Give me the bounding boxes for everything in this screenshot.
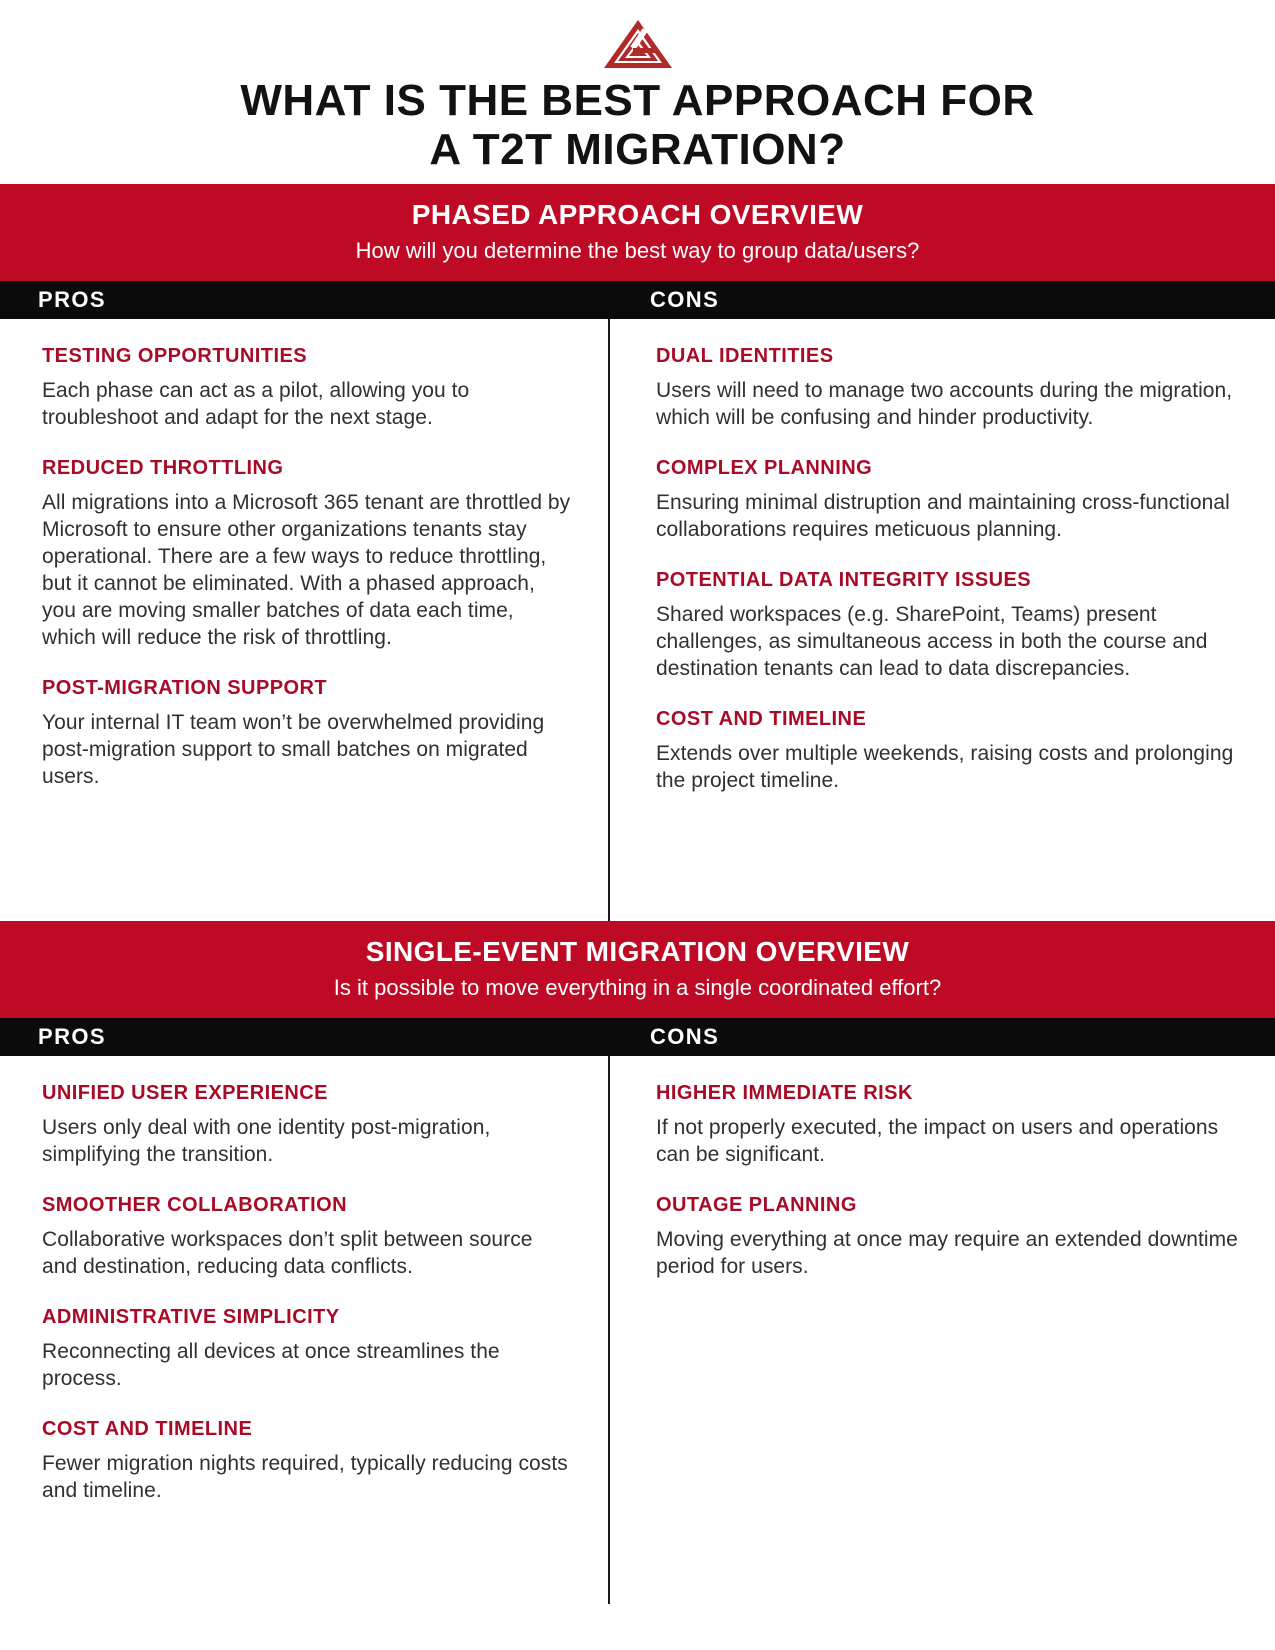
entry-title: POTENTIAL DATA INTEGRITY ISSUES xyxy=(656,568,1032,591)
cons-column xyxy=(608,319,1275,921)
section-banner-subtitle: Is it possible to move everything in a single coordinated effort? xyxy=(333,975,942,1001)
logo xyxy=(0,14,1275,74)
entry-title: COST AND TIMELINE xyxy=(42,1418,253,1441)
section-banner-title: SINGLE-EVENT MIGRATION OVERVIEW xyxy=(365,935,910,967)
entry-title: TESTING OPPORTUNITIES xyxy=(42,344,308,367)
section-banner-title: PHASED APPROACH OVERVIEW xyxy=(411,198,864,230)
entry-body: Users only deal with one identity post-migration, simplifying the transition. xyxy=(42,1115,491,1166)
entry-body: Shared workspaces (e.g. SharePoint, Teams) present challenges, as simultaneous access in both the course and destination tenants can lead to data discrepancies. xyxy=(656,602,1208,681)
cons-entry xyxy=(656,345,1247,431)
pros-column xyxy=(0,1056,608,1604)
pros-entry xyxy=(42,677,572,790)
entry-title: COMPLEX PLANNING xyxy=(656,456,873,479)
section-columns xyxy=(0,319,1275,921)
section-columns xyxy=(0,1056,1275,1604)
pros-entry xyxy=(42,1194,572,1280)
column-header-bar xyxy=(0,281,1275,319)
entry-body: Reconnecting all devices at once streamlines the process. xyxy=(42,1340,500,1391)
cons-entry xyxy=(656,1194,1247,1280)
page-title xyxy=(0,74,1275,175)
cons-entry xyxy=(656,1082,1247,1168)
entry-body: Users will need to manage two accounts during the migration, which will be confusing and hinder productivity. xyxy=(656,378,1233,429)
section-banner xyxy=(0,184,1275,281)
entry-body: If not properly executed, the impact on users and operations can be significant. xyxy=(656,1115,1219,1166)
section-banner-subtitle: How will you determine the best way to group data/users? xyxy=(355,238,920,264)
entry-title: HIGHER IMMEDIATE RISK xyxy=(656,1081,913,1104)
triangular-spiral-logo-icon xyxy=(603,18,673,70)
cons-column-label: CONS xyxy=(650,286,720,312)
entry-title: ADMINISTRATIVE SIMPLICITY xyxy=(42,1306,340,1329)
entry-body: Fewer migration nights required, typically reducing costs and timeline. xyxy=(42,1452,568,1503)
section-banner xyxy=(0,921,1275,1018)
header-spacer xyxy=(0,175,1275,184)
entry-body: Extends over multiple weekends, raising costs and prolonging the project timeline. xyxy=(656,742,1234,793)
cons-column xyxy=(608,1056,1275,1604)
entry-body: Ensuring minimal distruption and maintaining cross-functional collaborations requires meticuous planning. xyxy=(656,490,1230,541)
entry-title: SMOOTHER COLLABORATION xyxy=(42,1193,348,1216)
cons-entry xyxy=(656,457,1247,543)
pros-column-label: PROS xyxy=(38,1023,106,1049)
entry-body: Each phase can act as a pilot, allowing you to troubleshoot and adapt for the next stage. xyxy=(42,378,470,429)
cons-entry xyxy=(656,569,1247,682)
cons-column-label: CONS xyxy=(650,1023,720,1049)
column-header-bar xyxy=(0,1018,1275,1056)
entry-title: REDUCED THROTTLING xyxy=(42,456,284,479)
pros-column-label: PROS xyxy=(38,286,106,312)
entry-body: Collaborative workspaces don’t split between source and destination, reducing data conflicts. xyxy=(42,1227,533,1278)
pros-entry xyxy=(42,1418,572,1504)
pros-entry xyxy=(42,345,572,431)
entry-title: UNIFIED USER EXPERIENCE xyxy=(42,1081,328,1104)
entry-title: OUTAGE PLANNING xyxy=(656,1193,857,1216)
entry-title: DUAL IDENTITIES xyxy=(656,344,834,367)
cons-entry xyxy=(656,708,1247,794)
page-title-line-1: WHAT IS THE BEST APPROACH FOR xyxy=(240,76,1035,125)
entry-body: All migrations into a Microsoft 365 tenant are throttled by Microsoft to ensure other organizations tenants stay operational. There are a few ways to reduce throttling, but it cannot be eliminated. With a phased approach, you are moving smaller batches of data each time, which will reduce the risk of throttling. xyxy=(42,490,571,650)
entry-title: POST-MIGRATION SUPPORT xyxy=(42,677,328,700)
pros-entry xyxy=(42,1306,572,1392)
entry-body: Moving everything at once may require an extended downtime period for users. xyxy=(656,1227,1238,1278)
pros-entry xyxy=(42,1082,572,1168)
page-header xyxy=(0,0,1275,175)
pros-column xyxy=(0,319,608,921)
entry-title: COST AND TIMELINE xyxy=(656,708,867,731)
section-phased-approach xyxy=(0,184,1275,921)
pros-entry xyxy=(42,457,572,651)
entry-body: Your internal IT team won’t be overwhelmed providing post-migration support to small batches on migrated users. xyxy=(42,711,545,789)
section-single-event-migration xyxy=(0,921,1275,1604)
page-title-line-2: A T2T MIGRATION? xyxy=(429,125,846,175)
